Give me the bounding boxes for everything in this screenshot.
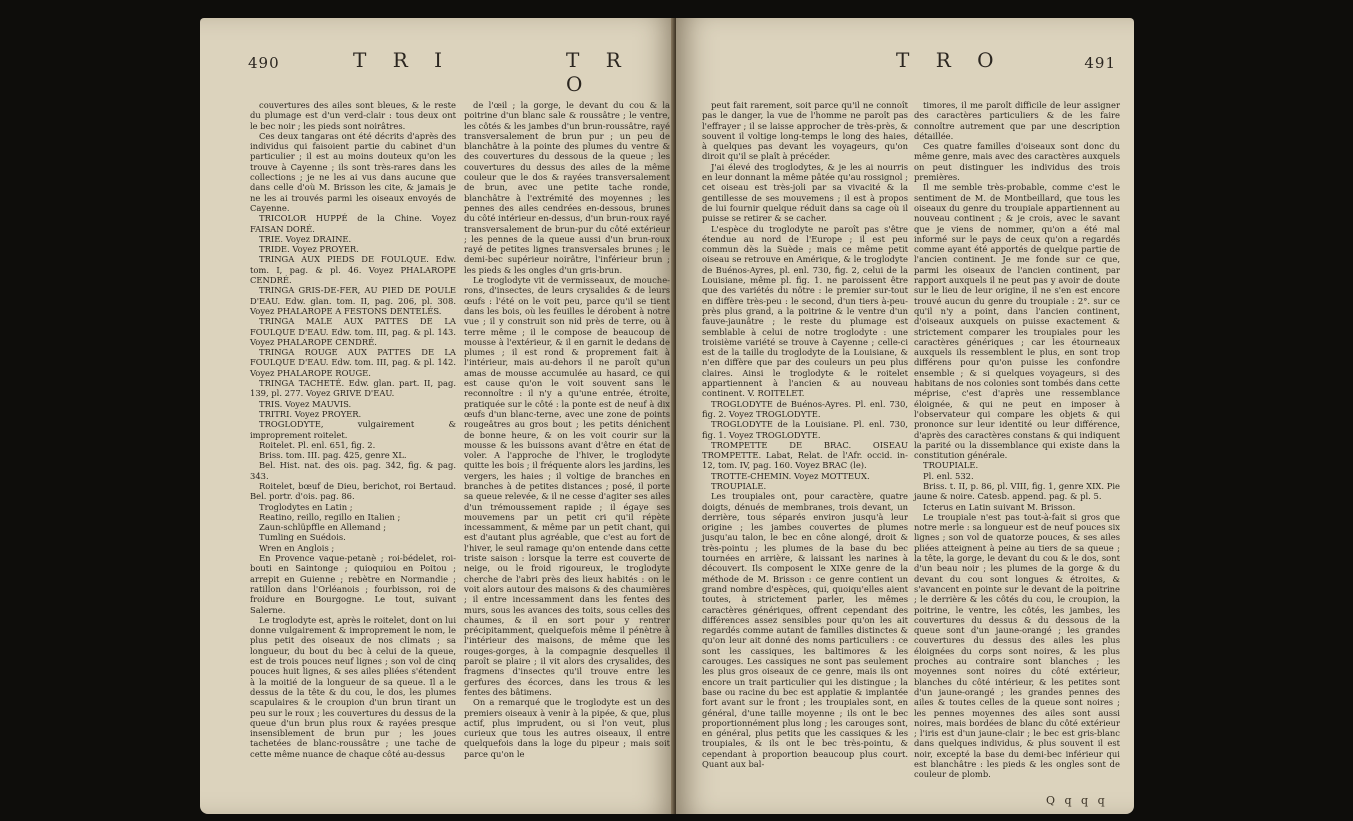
paragraph: TROGLODYTE de la Louisiane. Pl. enl. 730, fig. 1. Voyez TROGLODYTE. <box>702 419 908 440</box>
paragraph: Roitelet. Pl. enl. 651, fig. 2. <box>259 439 376 450</box>
paragraph: TROGLODYTE de Buénos-Ayres. Pl. enl. 730, fig. 2. Voyez TROGLODYTE. <box>702 398 908 419</box>
left-column-1 <box>250 100 456 759</box>
paragraph: TROGLODYTE, vulgairement & improprement roitelet. <box>250 419 456 440</box>
paragraph: TRIDE. Voyez PROYER. <box>259 244 359 255</box>
right-header <box>696 48 1116 90</box>
paragraph: Ces deux tangaras ont été décrits d'après des individus qui faisoient partie du cabinet d'un particulier ; il est au moins douteux qu'on les trouve à Cayenne ; ils sont très-rares dans les collections ; je ne les ai vus dans aucune que dans celle d'où M. Brisson les cite, & jamais je ne les ai trouvés parmi les oiseaux envoyés de Cayenne. <box>250 130 456 213</box>
paragraph: Le troupiale n'est pas tout-à-fait si gros que notre merle : sa longueur est de neuf pouces six lignes ; son vol de quatorze pouces, & ses ailes pliées atteignent à peine au tiers de sa queue ; la tête, la gorge, le devant du cou & le dos, sont d'un beau noir ; les plumes de la gorge & du devant du cou sont longues & étroites, & s'avancent en pointe sur le devant de la poitrine ; le derrière & les côtés du cou, le croupion, la poitrine, le ventre, les côtés, les jambes, les couvertures du dessus & du dessous de la queue sont d'un jaune-orangé ; les grandes couvertures du dessus des ailes les plus éloignées du corps sont noires, & les plus proches au contraire sont blanches ; les moyennes sont noires du côté extérieur, blanches du côté intérieur, & les petites sont d'un jaune-orangé ; les grandes pennes des ailes & toutes celles de la queue sont noires ; les pennes moyennes des ailes sont aussi noires, mais bordées de blanc du côté extérieur ; l'iris est d'un jaune-clair ; le bec est gris-blanc dans quelques individus, & plus souvent il est noir, excepté la base du demi-bec inférieur qui est blanchâtre : les pieds & les ongles sont de couleur de plomb. <box>914 511 1120 780</box>
paragraph: J'ai élevé des troglodytes, & je les ai nourris en leur donnant la même pâtée qu'au rossignol ; cet oiseau est très-joli par sa vivacité & la gentillesse de ses mouvemens ; il est à propos de lui fournir quelque réduit dans sa cage où il puisse se retirer & se cacher. <box>702 161 908 224</box>
paragraph: Le troglodyte est, après le roitelet, dont on lui donne vulgairement & improprement le nom, le plus petit des oiseaux de nos climats ; sa longueur, du bout du bec à celui de la queue, est de trois pouces neuf lignes ; son vol de cinq pouces huit lignes, & ses ailes pliées s'étendent à la moitié de la longueur de sa queue. Il a le dessus de la tête & du cou, le dos, les plumes scapulaires & le croupion d'un brun tirant un peu sur le roux ; les couvertures du dessus de la queue d'un brun plus roux & rayées presque insensiblement de brun pur ; les joues tachetées de blanc-roussâtre ; une tache de cette même nuance de chaque côté au-dessus <box>250 614 456 759</box>
paragraph: TRIE. Voyez DRAINE. <box>259 233 352 244</box>
paragraph: peut fait rarement, soit parce qu'il ne connoît pas le danger, la vue de l'homme ne paroît pas l'effrayer ; il se laisse approcher de très-près, & souvent il voltige long-temps le long des haies, à quelques pas devant les voyageurs, qu'on diroit qu'il se plaît à précéder. <box>702 100 908 162</box>
left-header <box>248 48 668 96</box>
paragraph: Ces quatre familles d'oiseaux sont donc du même genre, mais avec des caractères auxquels on peut distinguer les individus des trois premières. <box>914 141 1120 183</box>
left-running-head-right: T R O <box>566 48 631 96</box>
paragraph: Zaun-schlüpffle en Allemand ; <box>259 522 387 533</box>
right-column-1 <box>702 100 908 769</box>
paragraph: timores, il me paroît difficile de leur assigner des caractères particuliers & de les faire connoître autrement que par une description détaillée. <box>914 100 1120 141</box>
paragraph: Briss. t. II, p. 86, pl. VIII, fig. 1, genre XIX. Pie jaune & noire. Catesb. append. pag. & pl. 5. <box>914 480 1120 502</box>
paragraph: TRINGA AUX PIEDS DE FOULQUE. Edw. tom. I, pag. & pl. 46. Voyez PHALAROPE CENDRÉ. <box>250 254 456 286</box>
right-page <box>676 18 1134 814</box>
paragraph: Il me semble très-probable, comme c'est le sentiment de M. de Montbeillard, que tous les oiseaux du genre du troupiale appartiennent au nouveau continent ; & je crois, avec le savant que je viens de nommer, qu'on a été mal informé sur le pays de ceux qu'on a regardés comme ayant été apportés de quelque partie de l'ancien continent. Je me fonde sur ce que, parmi les oiseaux de l'ancien continent, par rapport auxquels il ne peut pas y avoir de doute sur le lieu de leur origine, il ne s'en est encore trouvé aucun du genre du troupiale : 2°. sur ce qu'il n'y a point, dans l'ancien continent, d'oiseaux auxquels on puisse exactement & strictement comparer les troupiales pour les caractères génériques ; car les étourneaux auxquels ils ressemblent le plus, en sont trop différens pour qu'on puisse les confondre ensemble ; & si quelques voyageurs, si des habitans de nos colonies sont tombés dans cette méprise, c'est d'après une ressemblance éloignée, & qui ne peut en imposer à l'observateur qui compare les objets & qui prononce sur leur identité ou leur différence, d'après des caractères constans & qui indiquent la parité ou la dissemblance qui existe dans la constitution générale. <box>914 182 1120 461</box>
paragraph: TRITRI. Voyez PROYER. <box>259 408 362 419</box>
paragraph: Roitelet, bœuf de Dieu, berichot, roi Bertaud. Bel. portr. d'ois. pag. 86. <box>250 480 456 502</box>
left-column-2 <box>464 100 670 759</box>
paragraph: On a remarqué que le troglodyte est un des premiers oiseaux à venir à la pipée, & que, plus actif, plus imprudent, ou si l'on veut, plus curieux que tous les autres oiseaux, il entre quelquefois dans la loge du pipeur ; mais soit parce qu'on le <box>464 697 670 759</box>
paragraph: de l'œil ; la gorge, le devant du cou & la poitrine d'un blanc sale & roussâtre ; le ventre, les côtés & les jambes d'un brun-roussâtre, rayé transversalement de brun pur ; un peu de blanchâtre à la pointe des plumes du ventre & des couvertures du dessous de la queue ; les couvertures du dessus des ailes de la même couleur que le dos & rayées transversalement de brun, avec une petite tache ronde, blanchâtre à l'extrémité des moyennes ; les pennes des ailes cendrées en-dessous, brunes du côté intérieur en-dessus, d'un brun-roux rayé transversalement de brun-pur du côté extérieur ; les pennes de la queue aussi d'un brun-roux rayé de petites lignes transversales brunes ; le demi-bec supérieur noirâtre, l'inférieur brun ; les pieds & les ongles d'un gris-brun. <box>464 100 670 275</box>
paragraph: Icterus en Latin suivant M. Brisson. <box>923 501 1076 512</box>
right-page-number: 491 <box>1084 54 1116 72</box>
left-page-number: 490 <box>248 54 280 72</box>
paragraph: TRINGA TACHETÉ. Edw. glan. part. II, pag. 139, pl. 277. Voyez GRIVE D'EAU. <box>250 378 456 399</box>
paragraph: L'espèce du troglodyte ne paroît pas s'être étendue au nord de l'Europe ; il est peu commun dès la Suède ; mais ce même petit oiseau se retrouve en Amérique, & le troglodyte de Buénos-Ayres, pl. enl. 730, fig. 2, celui de la Louisiane, même pl. fig. 1. ne paroissent être que des variétés du nôtre : le premier sur-tout en diffère très-peu : le second, d'un tiers à-peu-près plus grand, a la poitrine & le ventre d'un fauve-jaunâtre ; le reste du plumage est semblable à celui de notre troglodyte : une troisième variété se trouve à Cayenne ; celle-ci est de la taille du troglodyte de la Louisiane, & n'en diffère que par des couleurs un peu plus claires. Ainsi le troglodyte & le roitelet appartiennent à l'ancien & au nouveau continent. V. ROITELET. <box>702 223 908 399</box>
paragraph: Briss. tom. III. pag. 425, genre XL. <box>259 450 407 461</box>
right-running-head: T R O <box>896 48 1004 72</box>
paragraph: TROMPETTE DE BRAC. OISEAU TROMPETTE. Labat, Relat. de l'Afr. occid. in-12, tom. IV, pag. 160. Voyez BRAC (le). <box>702 439 908 471</box>
paragraph: Pl. enl. 532. <box>923 470 974 481</box>
left-running-head: T R I <box>353 48 453 72</box>
paragraph: couvertures des ailes sont bleues, & le reste du plumage est d'un verd-clair : tous deux ont le bec noir ; les pieds sont noirâtres. <box>250 100 456 131</box>
left-page <box>200 18 676 814</box>
paragraph: Wren en Anglois ; <box>259 542 335 553</box>
paragraph: TROUPIALE. <box>711 480 767 491</box>
paragraph: Troglodytes en Latin ; <box>259 501 353 512</box>
paragraph: TRINGA ROUGE AUX PATTES DE LA FOULQUE D'EAU. Edw. tom. III, pag. & pl. 142. Voyez PHALAROPE ROUGE. <box>250 347 456 378</box>
paragraph: Tumling en Suédois. <box>259 532 346 543</box>
paragraph: TROUPIALE. <box>923 460 979 471</box>
paragraph: Reatino, reillo, regillo en Italien ; <box>259 511 401 522</box>
paragraph: TRIS. Voyez MAUVIS. <box>259 398 352 409</box>
paragraph: TRICOLOR HUPPÉ de la Chine. Voyez FAISAN DORÉ. <box>250 213 456 234</box>
paragraph: TROTTE-CHEMIN. Voyez MOTTEUX. <box>711 470 870 481</box>
paragraph: Le troglodyte vit de vermisseaux, de mouche-rons, d'insectes, de leurs crysalides & de leurs œufs : l'été on le voit peu, parce qu'il se tient dans les bois, où les feuilles le dérobent à notre vue ; il y construit son nid près de terre, ou à terre même ; il le compose de beaucoup de mousse à l'extérieur, & il en garnit le dedans de plumes ; il est rond & proprement fait à l'intérieur, mais au-dehors il ne paroît qu'un amas de mousse accumulée au hasard, ce qui est cause qu'on le voit souvent sans le reconnoître : il n'y a qu'une entrée, étroite, pratiquée sur le côté : la ponte est de neuf à dix œufs d'un blanc-terne, avec une zone de points rougeâtres au gros bout ; les petits dénichent de bonne heure, & on les voit courir sur la mousse & les buissons avant d'être en état de voler. A l'approche de l'hiver, le troglodyte quitte les bois ; il fréquente alors les jardins, les vergers, les haies ; il voltige de branches en branches à de petites distances ; posé, il porte sa queue relevée, & il ne cesse d'agiter ses ailes d'un trémoussement rapide ; il égaye ses mouvemens par un petit cri qu'il répète incessamment, & même par un petit chant, qui est d'autant plus agréable, que c'est au fort de l'hiver, le seul ramage qu'on entende dans cette triste saison : lorsque la terre est couverte de neige, ou le froid rigoureux, le troglodyte cherche de l'abri près des lieux habités : on le voit alors autour des maisons & des chaumières ; il entre incessamment dans les fentes des murs, sous les avances des toits, sous celles des chaumes, & il en sort pour y rentrer précipitamment, quelquefois même il pénètre à l'intérieur des maisons, de même que les rouges-gorges, à la compagnie desquelles il paroît se plaire ; il vit alors des crysalides, des fragmens d'insectes qu'il trouve entre les gerfures des écorces, dans les trous & les fentes des bâtimens. <box>464 275 670 697</box>
paragraph: Bel. Hist. nat. des ois. pag. 342, fig. & pag. 343. <box>250 460 456 481</box>
right-column-2 <box>914 100 1120 780</box>
paragraph: En Provence vaque-petanè ; roi-bédelet, roi-bouti en Saintonge ; quioquiou en Poitou ; arrepit en Guienne ; rebètre en Normandie ; ratillon dans l'Orléanois ; fourbisson, roi de froidure en Bourgogne. Le tout, suivant Salerne. <box>250 553 456 615</box>
paragraph: TRINGA MALE AUX PATTES DE LA FOULQUE D'EAU. Edw. tom. III, pag. & pl. 143. Voyez PHALAROPE CENDRÉ. <box>250 316 456 347</box>
paragraph: Les troupiales ont, pour caractère, quatre doigts, dénués de membranes, trois devant, un derrière, tous séparés environ jusqu'à leur origine ; les jambes couvertes de plumes jusqu'au talon, le bec en cône alongé, droit & très-pointu ; les plumes de la base du bec tournées en arrière, & laissant les narines à découvert. Ils composent le XIXe genre de la méthode de M. Brisson : ce genre contient un grand nombre d'espèces, qui, quoiqu'elles aient toutes, à strictement parler, les mêmes caractères génériques, offrent cependant des différences assez sensibles pour qu'on les ait regardés comme autant de familles distinctes & qu'on leur ait donné des noms particuliers : ce sont les cassiques, les baltimores & les carouges. Les cassiques ne sont pas seulement les plus gros oiseaux de ce genre, mais ils ont encore un trait particulier qui les distingue ; la base ou racine du bec est applatie & implantée fort avant sur le front ; les troupiales sont, en général, d'une taille moyenne ; ils ont le bec proportionnément plus long ; les carouges sont, en général, plus petits que les cassiques & les troupiales, & ils ont le bec très-pointu, & cependant à proportion beaucoup plus court. Quant aux bal- <box>702 491 908 769</box>
signature-mark: Q q q q <box>1046 794 1108 807</box>
paragraph: TRINGA GRIS-DE-FER, AU PIED DE POULE D'EAU. Edw. glan. tom. II, pag. 206, pl. 308. Voyez PHALAROPE A FESTONS DENTELÉS. <box>250 285 456 316</box>
